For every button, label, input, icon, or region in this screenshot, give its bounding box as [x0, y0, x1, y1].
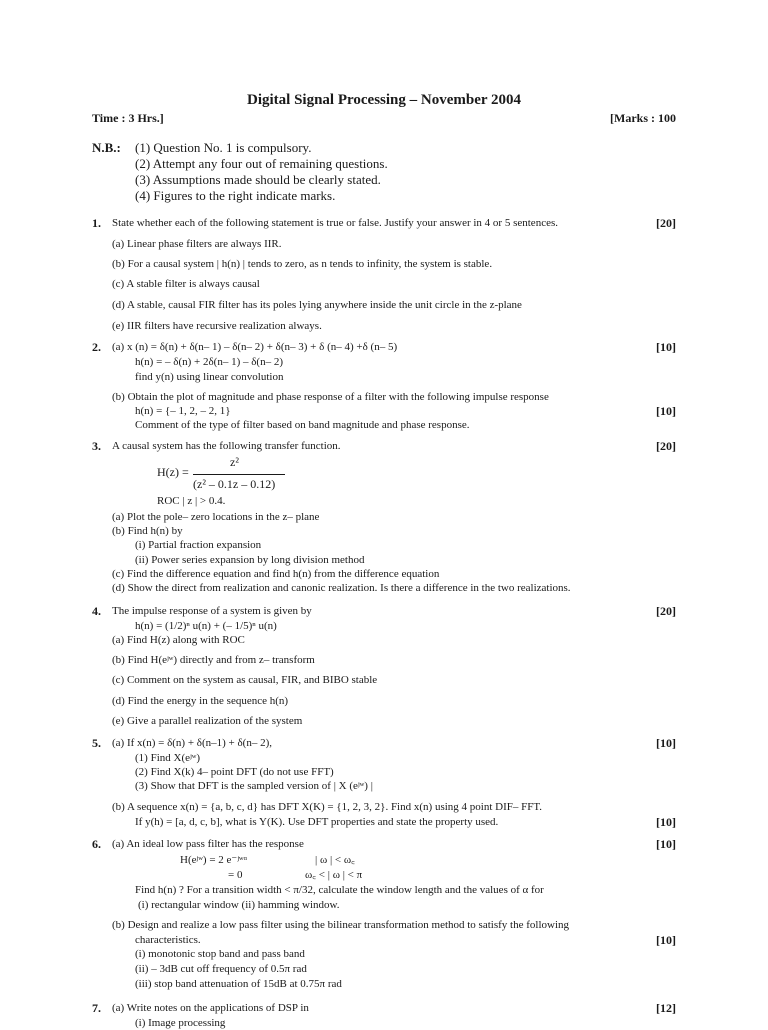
- question-text: The impulse response of a system is given by: [112, 605, 312, 617]
- sub-question: (c) A stable filter is always causal: [112, 278, 260, 290]
- nb-item: (2) Attempt any four out of remaining questions.: [135, 156, 388, 171]
- sub-question: (d) A stable, causal FIR filter has its poles lying anywhere inside the unit circle in the z-plane: [112, 299, 522, 311]
- question-text: find y(n) using linear convolution: [135, 371, 284, 383]
- question-number: 2.: [92, 340, 101, 354]
- nb-label: N.B.:: [92, 140, 121, 155]
- transfer-function-denominator: (z² – 0.1z – 0.12): [193, 477, 276, 491]
- question-text: State whether each of the following statement is true or false. Justify your answer in 4 or 5 sentences.: [112, 217, 558, 229]
- question-text: characteristics.: [135, 934, 201, 946]
- marks-label: [10]: [656, 736, 676, 750]
- marks-label: [10]: [656, 837, 676, 851]
- roc-text: ROC | z | > 0.4.: [157, 495, 226, 507]
- sub-question: (e) Give a parallel realization of the system: [112, 715, 303, 727]
- sub-question: (b) Obtain the plot of magnitude and phase response of a filter with the following impulse response: [112, 391, 549, 403]
- sub-question: (b) Find h(n) by: [112, 525, 183, 537]
- sub-item: (2) Find X(k) 4– point DFT (do not use FFT): [135, 766, 334, 778]
- question-number: 7.: [92, 1001, 101, 1015]
- sub-question: (c) Comment on the system as causal, FIR, and BIBO stable: [112, 674, 378, 686]
- sub-question: (a) Linear phase filters are always IIR.: [112, 238, 282, 250]
- sub-question: (b) Design and realize a low pass filter using the bilinear transformation method to satisfy the following: [112, 919, 569, 931]
- sub-question: (d) Find the energy in the sequence h(n): [112, 695, 289, 707]
- sub-question: (a) Find H(z) along with ROC: [112, 634, 245, 646]
- marks-label: [10]: [656, 404, 676, 418]
- question-number: 5.: [92, 736, 101, 750]
- marks-label: [10]: [656, 933, 676, 947]
- equation: = 0: [228, 869, 243, 881]
- equation-condition: | ω | < ω꜀: [315, 854, 355, 866]
- sub-item: (i) Image processing: [135, 1017, 226, 1029]
- page-title: Digital Signal Processing – November 2004: [246, 92, 522, 108]
- sub-item: (ii) Power series expansion by long division method: [135, 554, 365, 566]
- nb-item: (1) Question No. 1 is compulsory.: [135, 140, 312, 155]
- total-marks-label: [Marks : 100: [610, 111, 676, 125]
- question-number: 4.: [92, 604, 101, 618]
- sub-question: (a) x (n) = δ(n) + δ(n– 1) – δ(n– 2) + δ(n– 3) + δ (n– 4) +δ (n– 5): [112, 341, 398, 353]
- sub-question: (b) Find H(eʲʷ) directly and from z– transform: [112, 654, 315, 666]
- question-text: If y(h) = [a, d, c, b], what is Y(K). Use DFT properties and state the property used.: [135, 816, 499, 828]
- marks-label: [10]: [656, 340, 676, 354]
- sub-question: (a) An ideal low pass filter has the response: [112, 838, 304, 850]
- question-text: A causal system has the following transfer function.: [112, 440, 341, 452]
- sub-question: (a) Plot the pole– zero locations in the z– plane: [112, 511, 320, 523]
- sub-question: (c) Find the difference equation and find h(n) from the difference equation: [112, 568, 440, 580]
- marks-label: [10]: [656, 815, 676, 829]
- equation: H(eʲʷ) = 2 e⁻ʲʷᵅ: [180, 854, 248, 866]
- question-number: 3.: [92, 439, 101, 453]
- sub-question: (d) Show the direct from realization and canonic realization. Is there a difference in the two realizations.: [112, 582, 571, 594]
- time-label: Time : 3 Hrs.]: [92, 111, 164, 125]
- question-number: 1.: [92, 216, 101, 230]
- sub-item: (3) Show that DFT is the sampled version of | X (eʲʷ) |: [135, 780, 373, 792]
- marks-label: [20]: [656, 604, 676, 618]
- sub-item: (1) Find X(eʲʷ): [135, 752, 201, 764]
- marks-label: [12]: [656, 1001, 676, 1015]
- sub-question: (e) IIR filters have recursive realization always.: [112, 320, 322, 332]
- sub-item: (iii) stop band attenuation of 15dB at 0.75π rad: [135, 978, 342, 990]
- question-number: 6.: [92, 837, 101, 851]
- nb-item: (4) Figures to the right indicate marks.: [135, 188, 336, 203]
- sub-question: (b) A sequence x(n) = {a, b, c, d} has DFT X(K) = {1, 2, 3, 2}. Find x(n) using 4 point DIF– FFT.: [112, 801, 543, 813]
- transfer-function-lhs: H(z) =: [157, 465, 189, 479]
- marks-label: [20]: [656, 216, 676, 230]
- equation-condition: ω꜀ < | ω | < π: [305, 869, 363, 881]
- marks-label: [20]: [656, 439, 676, 453]
- sub-item: (ii) – 3dB cut off frequency of 0.5π rad: [135, 963, 307, 975]
- fraction-bar: [193, 474, 285, 475]
- nb-item: (3) Assumptions made should be clearly stated.: [135, 172, 381, 187]
- sub-question: (a) If x(n) = δ(n) + δ(n–1) + δ(n– 2),: [112, 737, 272, 749]
- question-text: Find h(n) ? For a transition width < π/32, calculate the window length and the values of α for: [135, 884, 544, 896]
- equation: h(n) = {– 1, 2, – 2, 1}: [135, 405, 231, 417]
- sub-item: (i) monotonic stop band and pass band: [135, 948, 305, 960]
- equation: h(n) = (1/2)ⁿ u(n) + (– 1/5)ⁿ u(n): [135, 620, 277, 632]
- question-text: Comment of the type of filter based on band magnitude and phase response.: [135, 419, 470, 431]
- sub-question: (a) Write notes on the applications of DSP in: [112, 1002, 309, 1014]
- transfer-function-numerator: z²: [230, 455, 239, 469]
- sub-question: (b) For a causal system | h(n) | tends to zero, as n tends to infinity, the system is stable.: [112, 258, 493, 270]
- sub-item: (i) Partial fraction expansion: [135, 539, 262, 551]
- equation: h(n) = – δ(n) + 2δ(n– 1) – δ(n– 2): [135, 356, 284, 368]
- question-text: (i) rectangular window (ii) hamming window.: [138, 899, 340, 911]
